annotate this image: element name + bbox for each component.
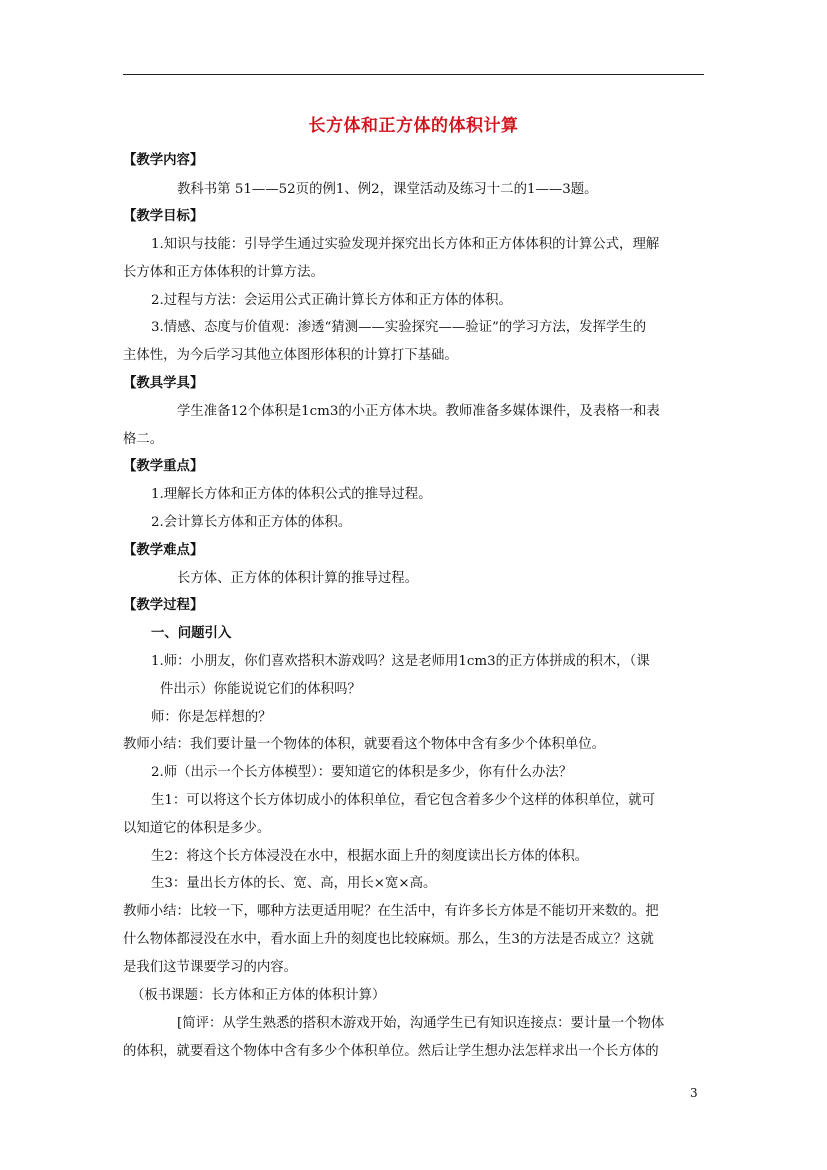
paragraph-line: 1.师：小朋友，你们喜欢搭积木游戏吗？这是老师用1cm3的正方体拼成的积木，（课 [151,654,650,669]
paragraph-line: 生2：将这个长方体浸没在水中，根据水面上升的刻度读出长方体的体积。 [151,849,589,864]
section-heading: 【教学难点】 [123,543,204,558]
paragraph-line: 什么物体都浸没在水中，看水面上升的刻度也比较麻烦。那么，生3的方法是否成立？这就 [123,932,654,947]
paragraph-line: 以知道它的体积是多少。 [123,821,271,836]
section-heading: 【教学过程】 [123,598,204,613]
paragraph-line: 2.会计算长方体和正方体的体积。 [151,515,352,530]
paragraph-line: 生1：可以将这个长方体切成小的体积单位，看它包含着多少个这样的体积单位，就可 [151,793,655,808]
paragraph-line: 教科书第 51——52页的例1、例2，课堂活动及练习十二的1——3题。 [177,182,598,197]
paragraph-line: 1.知识与技能：引导学生通过实验发现并探究出长方体和正方体体积的计算公式，理解 [151,237,660,252]
paragraph-line: 2.师（出示一个长方体模型）：要知道它的体积是多少，你有什么办法？ [151,765,573,780]
paragraph-line: 长方体和正方体体积的计算方法。 [123,265,324,280]
section-heading: 【教具学具】 [123,376,204,391]
paragraph-line: 教师小结：比较一下，哪种方法更适用呢？在生活中，有许多长方体是不能切开来数的。把 [123,904,659,919]
paragraph-line: 1.理解长方体和正方体的体积公式的推导过程。 [151,487,432,502]
section-heading: 【教学目标】 [123,209,204,224]
paragraph-line: 主体性，为今后学习其他立体图形体积的计算打下基础。 [123,348,458,363]
paragraph-line: 教师小结：我们要计量一个物体的体积，就要看这个物体中含有多少个体积单位。 [123,737,606,752]
paragraph-line: 3.情感、态度与价值观：渗透“猜测——实验探究——验证”的学习方法，发挥学生的 [151,320,647,335]
paragraph-line: 2.过程与方法：会运用公式正确计算长方体和正方体的体积。 [151,293,512,308]
section-heading: 【教学内容】 [123,153,204,168]
paragraph-line: 格二。 [123,432,164,447]
header-rule [123,74,704,75]
document-title: 长方体和正方体的体积计算 [308,116,519,136]
paragraph-line: （板书课题：长方体和正方体的体积计算） [131,988,386,1003]
paragraph-line: 师：你是怎样想的？ [151,710,272,725]
paragraph-line: 长方体、正方体的体积计算的推导过程。 [177,571,419,586]
section-heading: 【教学重点】 [123,459,204,474]
paragraph-line: 的体积，就要看这个物体中含有多少个体积单位。然后让学生想办法怎样求出一个长方体的 [123,1044,659,1059]
subsection-heading: 一、问题引入 [151,626,232,641]
paragraph-line: 件出示）你能说说它们的体积吗？ [160,682,361,697]
paragraph-line: 生3：量出长方体的长、宽、高，用长×宽×高。 [151,876,437,891]
paragraph-line: [简评：从学生熟悉的搭积木游戏开始，沟通学生已有知识连接点：要计量一个物体 [177,1016,665,1031]
page-number: 3 [690,1086,698,1100]
paragraph-line: 是我们这节课要学习的内容。 [123,960,298,975]
paragraph-line: 学生准备12个体积是1cm3的小正方体木块。教师准备多媒体课件，及表格一和表 [177,404,660,419]
